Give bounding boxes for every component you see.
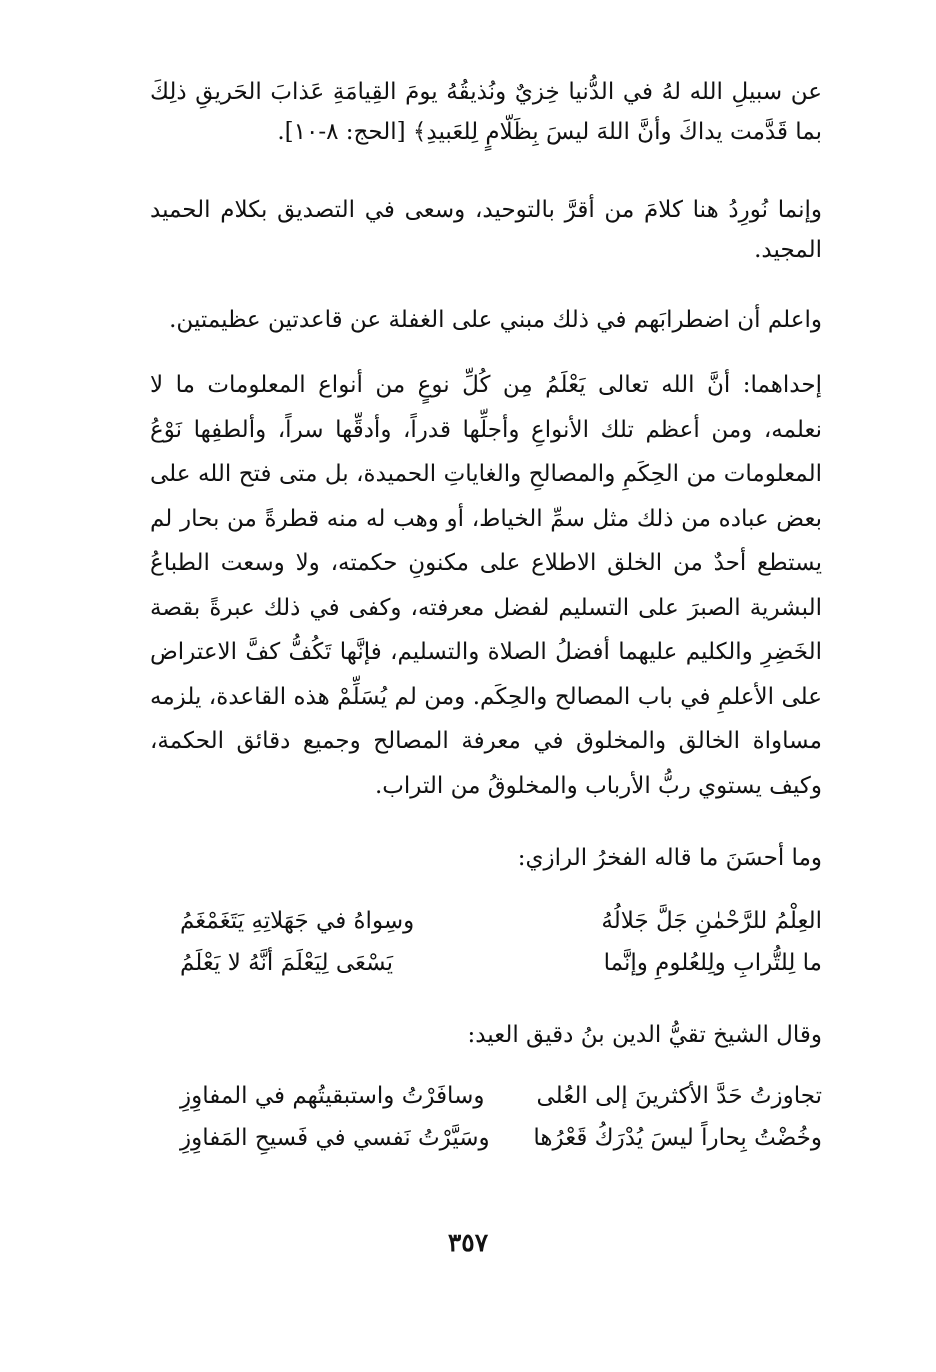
poem-hemistich-first: ما لِلتُّرابِ ولِلعُلومِ وإنَّما (603, 950, 822, 976)
poem-verse (180, 1117, 822, 1159)
ibn-daqiq-poem (180, 1075, 822, 1159)
razi-intro-line: وما أحسَنَ ما قاله الفخرُ الرازي: (517, 845, 822, 871)
two-principles-paragraph: واعلم أن اضطرابَهم في ذلك مبني على الغفلة عن قاعدتين عظيمتين. (169, 307, 822, 333)
poem-hemistich-second: وسِواهُ في جَهَلاتِهِ يَتَغَمْغَمُ (180, 908, 415, 934)
razi-poem (180, 900, 822, 984)
poem-hemistich-first: تجاوزتُ حَدَّ الأكثرينَ إلى العُلى (536, 1083, 822, 1109)
poem-hemistich-first: وخُضْتُ بِحاراً ليسَ يُدْرَكُ قَعْرُها (533, 1125, 822, 1151)
poem-hemistich-second: وسَيَّرْتُ نَفسي في فَسيحِ المَفاوِزِ (180, 1125, 490, 1151)
poem-verse (180, 900, 822, 942)
page-number: ٣٥٧ (447, 1228, 489, 1257)
first-principle-paragraph: إحداهما: أنَّ الله تعالى يَعْلَمُ مِن كُلِّ نوعٍ من أنواع المعلومات ما لا نعلمه، ومن أعظم تلك الأنواعِ وأجلِّها قدراً، وأدقِّها سراً، وألطفِها نَوْعُ المعلومات من الحِكَمِ والمصالحِ والغاياتِ الحميدة، بل متى فتح الله على بعض عباده من ذلك مثل سمِّ الخياط، أو وهب له منه قطرةً من بحار لم يستطع أحدٌ من الخلق الاطلاع على مكنونِ حكمته، ولا وسعت الطباعُ البشرية الصبرَ على التسليم لفضل معرفته، وكفى في ذلك عبرةً بقصة الخَضِرِ والكليم عليهما أفضلُ الصلاة والتسليم، فإنَّها تَكُفُّ كفَّ الاعتراض على الأعلمِ في باب المصالح والحِكَم. ومن لم يُسَلِّمْ هذه القاعدة، يلزمه مساواة الخالق والمخلوق في معرفة المصالح وجميع دقائق الحكمة، وكيف يستوي ربُّ الأرباب والمخلوقُ من التراب. (150, 372, 822, 799)
poem-verse (180, 942, 822, 984)
poem-hemistich-first: العِلْمُ للرَّحْمٰنِ جَلَّ جَلالُهُ (601, 908, 822, 934)
ibn-daqiq-intro-line: وقال الشيخ تقيُّ الدين بنُ دقيق العيد: (467, 1022, 822, 1048)
poem-verse (180, 1075, 822, 1117)
poem-hemistich-second: يَسْعَى لِيَعْلَمَ أنَّهُ لا يَعْلَمُ (180, 950, 394, 976)
quran-quote-paragraph: عن سبيلِ الله لهُ في الدُّنيا خِزيٌ ونُذيقُهُ يومَ القِيامَةِ عَذابَ الحَريقِ ذلِكَ بما قَدَّمت يداكَ وأنَّ اللهَ ليسَ بِظَلّامٍ لِلعَبيدِ﴾ [الحج: ٨-١٠]. (150, 79, 822, 145)
poem-hemistich-second: وسافَرْتُ واستبقيتُهم في المفاوِزِ (180, 1083, 485, 1109)
intro-paragraph: وإنما نُورِدُ هنا كلامَ من أقرَّ بالتوحيد، وسعى في التصديق بكلام الحميد المجيد. (150, 197, 822, 263)
